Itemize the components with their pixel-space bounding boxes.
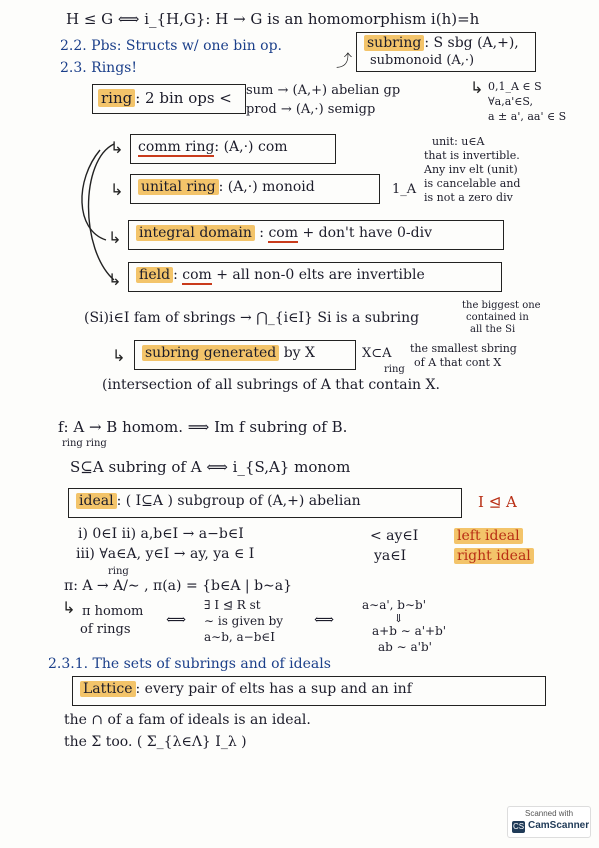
hook-arrow-icon: ↳ xyxy=(110,138,124,157)
section-2-2 xyxy=(60,38,282,54)
homom-image-line: f: A → B homom. ⟹ Im f subring of B. xyxy=(58,418,348,436)
hook-arrow-icon: ↳ xyxy=(62,598,76,617)
biggest-c: all the Si xyxy=(470,324,516,335)
compat-a: a∼a', b∼b' xyxy=(362,598,427,612)
ring-ring-labels: ring ring xyxy=(62,438,107,449)
pi-map-line: π: A → A/∼ , π(a) = {b∈A | b∼a} xyxy=(64,578,293,594)
ideal-def xyxy=(76,493,361,509)
lattice-rest: : every pair of elts has a sup and an inf xyxy=(135,681,412,697)
field-term: field xyxy=(136,267,173,283)
compat-c: a+b ∼ a'+b' xyxy=(372,624,447,638)
compat-arrow: ⇓ xyxy=(394,612,404,625)
subring-cond-3: a ± a', aa' ∈ S xyxy=(488,110,567,123)
integral-domain-colon: : xyxy=(259,225,265,241)
ring-def-rest: : 2 bin ops < xyxy=(135,89,232,107)
compat-d: ab ∼ a'b' xyxy=(378,640,432,654)
ideal-exists-a: ∃ I ⊴ R st xyxy=(204,598,261,612)
left-ideal-text: left ideal xyxy=(454,528,523,544)
x-subset-a: X⊂A xyxy=(362,346,392,361)
sum-line: sum → (A,+) abelian gp xyxy=(246,83,401,98)
subring-generated-def xyxy=(142,345,315,361)
subring-term: subring xyxy=(364,35,424,51)
unit-def-e: is not a zero div xyxy=(424,191,513,204)
ideal-exists-c: a∼b, a−b∈I xyxy=(204,630,276,644)
unital-ring-rest: : (A,·) monoid xyxy=(218,179,315,195)
integral-domain-rest: + don't have 0-div xyxy=(302,225,432,241)
subring-def-line1 xyxy=(364,35,519,51)
subring-cond-1: 0,1_A ∈ S xyxy=(488,80,542,93)
ideal-exists-b: ∼ is given by xyxy=(204,614,284,628)
integral-domain-com: com xyxy=(268,225,299,241)
one-a: 1_A xyxy=(392,182,417,197)
smallest-b: of A that cont X xyxy=(414,356,502,369)
subring-generated-rest: by X xyxy=(283,345,315,361)
homomorphism-line: H ≤ G ⟺ i_{H,G}: H → G is an homomorphism i(h)=h xyxy=(66,10,480,28)
unital-ring-term: unital ring xyxy=(138,179,219,195)
comm-ring-rest: : (A,·) com xyxy=(214,139,288,155)
pi-homom-a: π homom xyxy=(82,604,144,619)
section-2-2-text: 2.2. Pbs: Structs w/ one bin op. xyxy=(60,38,283,54)
field-com: com xyxy=(182,267,212,283)
unit-def-a: unit: u∈A xyxy=(432,135,485,148)
curved-arrow-icon: ⤴ xyxy=(336,51,353,70)
lattice-term: Lattice xyxy=(80,681,136,697)
iff-2: ⟺ xyxy=(314,612,335,628)
hook-arrow-icon: ↳ xyxy=(112,346,126,365)
ideal-symbol: I ⊴ A xyxy=(478,493,517,511)
x-ring-label: ring xyxy=(384,364,405,375)
unit-def-d: is cancelable and xyxy=(424,177,521,190)
ideal-term: ideal xyxy=(76,493,117,509)
subring-monom-line: S⊆A subring of A ⟺ i_{S,A} monom xyxy=(70,458,351,476)
biggest-a: the biggest one xyxy=(462,300,541,311)
field-def xyxy=(136,267,425,283)
field-rest: + all non-0 elts are invertible xyxy=(216,267,425,283)
unit-def-c: Any inv elt (unit) xyxy=(424,163,518,176)
right-ideal-label xyxy=(454,548,534,564)
ring-def xyxy=(98,89,232,107)
unit-def-b: that is invertible. xyxy=(424,149,520,162)
section-2-3: 2.3. Rings! xyxy=(60,60,137,76)
hook-arrow-icon: ↳ xyxy=(470,78,484,97)
ideal-rest: : ( I⊆A ) subgroup of (A,+) abelian xyxy=(116,493,361,509)
ay-in-i: < ay∈I xyxy=(370,528,419,544)
biggest-b: contained in xyxy=(466,312,529,323)
integral-domain-term: integral domain xyxy=(136,225,255,241)
camscanner-watermark xyxy=(507,806,591,838)
smallest-a: the smallest sbring xyxy=(410,342,517,355)
ideals-intersection-line: the ∩ of a fam of ideals is an ideal. xyxy=(64,712,311,728)
lattice-def xyxy=(80,681,412,697)
left-ideal-label xyxy=(454,528,523,544)
bracket-arrows xyxy=(70,140,130,290)
section-2-3-1: 2.3.1. The sets of subrings and of ideals xyxy=(48,656,331,672)
integral-domain-def xyxy=(136,225,432,241)
family-subrings-line: (Si)i∈I fam of sbrings → ⋂_{i∈I} Si is a subring xyxy=(84,310,420,326)
scan-brand: CamScanner xyxy=(528,820,590,831)
subring-cond-2: ∀a,a'∈S, xyxy=(488,95,534,108)
prod-line: prod → (A,·) semigp xyxy=(246,102,376,117)
hook-arrow-icon: ↳ xyxy=(110,180,124,199)
hook-arrow-icon: ↳ xyxy=(108,228,122,247)
comm-ring-def xyxy=(138,139,288,155)
camscanner-icon: CS xyxy=(512,822,525,831)
hook-arrow-icon: ↳ xyxy=(108,270,122,289)
iff-1: ⟺ xyxy=(166,612,187,628)
subring-def-line2: submonoid (A,·) xyxy=(370,53,475,68)
ya-in-i: ya∈I xyxy=(374,548,407,564)
ideal-cond-1: i) 0∈I ii) a,b∈I → a−b∈I xyxy=(78,526,244,542)
subring-generated-term: subring generated xyxy=(142,345,279,361)
field-colon: : xyxy=(173,267,178,283)
intersection-line: (intersection of all subrings of A that contain X. xyxy=(102,377,440,393)
ideal-cond-2: iii) ∀a∈A, y∈I → ay, ya ∈ I xyxy=(76,546,255,562)
pi-ring-label: ring xyxy=(108,566,129,577)
ideals-sum-line: the Σ too. ( Σ_{λ∈Λ} I_λ ) xyxy=(64,734,247,750)
pi-homom-b: of rings xyxy=(80,622,131,637)
right-ideal-text: right ideal xyxy=(454,548,534,564)
scan-caption: Scanned with xyxy=(524,809,574,818)
comm-ring-term: comm ring xyxy=(138,139,215,155)
subring-def-a: : S sbg (A,+), xyxy=(424,35,519,51)
unital-ring-def xyxy=(138,179,315,195)
ring-term: ring xyxy=(98,89,135,107)
